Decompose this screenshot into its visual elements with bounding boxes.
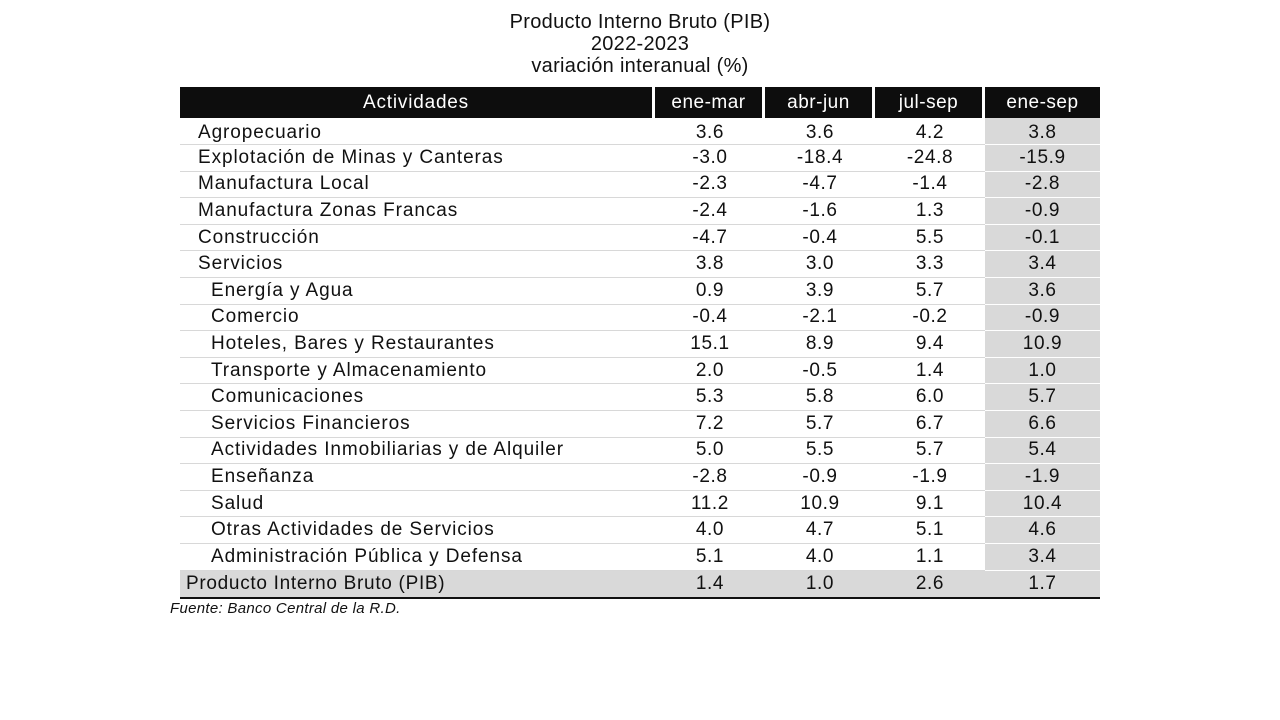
table-row-actividades-inmobiliarias-y-de-alquiler bbox=[180, 438, 1100, 465]
column-header-abr-jun: abr-jun bbox=[765, 87, 875, 118]
value-cell-jul-sep: 6.0 bbox=[875, 384, 985, 411]
value-cell-ene-sep: -0.9 bbox=[985, 198, 1100, 225]
value-cell-jul-sep: -1.4 bbox=[875, 172, 985, 199]
total-value-cell-jul-sep: 2.6 bbox=[875, 571, 985, 599]
value-cell-jul-sep: 1.1 bbox=[875, 544, 985, 571]
value-cell-ene-mar: 5.1 bbox=[655, 544, 765, 571]
value-cell-ene-mar: 5.3 bbox=[655, 384, 765, 411]
value-cell-ene-mar: 4.0 bbox=[655, 517, 765, 544]
value-cell-ene-sep: 3.8 bbox=[985, 118, 1100, 145]
value-cell-jul-sep: 9.4 bbox=[875, 331, 985, 358]
column-header-jul-sep: jul-sep bbox=[875, 87, 985, 118]
table-row-hoteles-bares-y-restaurantes bbox=[180, 331, 1100, 358]
table-row-ensenanza bbox=[180, 464, 1100, 491]
row-label: Manufactura Local bbox=[180, 172, 655, 199]
value-cell-abr-jun: -18.4 bbox=[765, 145, 875, 172]
value-cell-ene-mar: -2.8 bbox=[655, 464, 765, 491]
value-cell-ene-sep: 5.4 bbox=[985, 438, 1100, 465]
value-cell-abr-jun: 10.9 bbox=[765, 491, 875, 518]
table-row-servicios bbox=[180, 251, 1100, 278]
table-row-otras-actividades-de-servicios bbox=[180, 517, 1100, 544]
table-row-transporte-y-almacenamiento bbox=[180, 358, 1100, 385]
row-label: Servicios bbox=[180, 251, 655, 278]
value-cell-abr-jun: 3.6 bbox=[765, 118, 875, 145]
gdp-table bbox=[180, 87, 1100, 599]
value-cell-jul-sep: 5.1 bbox=[875, 517, 985, 544]
value-cell-jul-sep: 5.5 bbox=[875, 225, 985, 252]
value-cell-abr-jun: -0.5 bbox=[765, 358, 875, 385]
value-cell-ene-mar: -0.4 bbox=[655, 305, 765, 332]
row-label: Comercio bbox=[180, 305, 655, 332]
value-cell-abr-jun: 5.7 bbox=[765, 411, 875, 438]
table-row-servicios-financieros bbox=[180, 411, 1100, 438]
value-cell-abr-jun: 3.9 bbox=[765, 278, 875, 305]
value-cell-jul-sep: 1.3 bbox=[875, 198, 985, 225]
row-label: Otras Actividades de Servicios bbox=[180, 517, 655, 544]
value-cell-abr-jun: 5.5 bbox=[765, 438, 875, 465]
column-header-ene-mar: ene-mar bbox=[655, 87, 765, 118]
value-cell-ene-mar: 0.9 bbox=[655, 278, 765, 305]
row-label: Manufactura Zonas Francas bbox=[180, 198, 655, 225]
value-cell-ene-sep: 10.4 bbox=[985, 491, 1100, 518]
value-cell-abr-jun: -2.1 bbox=[765, 305, 875, 332]
row-label: Administración Pública y Defensa bbox=[180, 544, 655, 571]
value-cell-abr-jun: 4.7 bbox=[765, 517, 875, 544]
value-cell-jul-sep: 1.4 bbox=[875, 358, 985, 385]
row-label: Enseñanza bbox=[180, 464, 655, 491]
total-value-cell-abr-jun: 1.0 bbox=[765, 571, 875, 599]
value-cell-ene-sep: 3.4 bbox=[985, 251, 1100, 278]
row-label: Transporte y Almacenamiento bbox=[180, 358, 655, 385]
value-cell-ene-sep: 4.6 bbox=[985, 517, 1100, 544]
value-cell-ene-mar: -2.4 bbox=[655, 198, 765, 225]
chart-period: 2022-2023 bbox=[590, 33, 690, 55]
table-row-agropecuario bbox=[180, 118, 1100, 145]
value-cell-ene-sep: -1.9 bbox=[985, 464, 1100, 491]
value-cell-abr-jun: 3.0 bbox=[765, 251, 875, 278]
table-body bbox=[180, 118, 1100, 599]
value-cell-ene-sep: 3.4 bbox=[985, 544, 1100, 571]
value-cell-abr-jun: -4.7 bbox=[765, 172, 875, 199]
value-cell-ene-sep: 1.0 bbox=[985, 358, 1100, 385]
row-label: Construcción bbox=[180, 225, 655, 252]
value-cell-ene-sep: 3.6 bbox=[985, 278, 1100, 305]
table-row-administracion-publica-y-defensa bbox=[180, 544, 1100, 571]
value-cell-ene-mar: 3.8 bbox=[655, 251, 765, 278]
row-label: Hoteles, Bares y Restaurantes bbox=[180, 331, 655, 358]
value-cell-ene-mar: 7.2 bbox=[655, 411, 765, 438]
value-cell-jul-sep: 3.3 bbox=[875, 251, 985, 278]
value-cell-jul-sep: -1.9 bbox=[875, 464, 985, 491]
column-header-ene-sep: ene-sep bbox=[985, 87, 1100, 118]
value-cell-ene-sep: 10.9 bbox=[985, 331, 1100, 358]
value-cell-ene-mar: 2.0 bbox=[655, 358, 765, 385]
table-row-explotacion-de-minas-y-canteras bbox=[180, 145, 1100, 172]
value-cell-abr-jun: -1.6 bbox=[765, 198, 875, 225]
value-cell-jul-sep: 5.7 bbox=[875, 438, 985, 465]
value-cell-jul-sep: 6.7 bbox=[875, 411, 985, 438]
total-value-cell-ene-mar: 1.4 bbox=[655, 571, 765, 599]
total-row-label: Producto Interno Bruto (PIB) bbox=[180, 571, 655, 599]
table-header-row bbox=[180, 87, 1100, 118]
value-cell-ene-mar: -2.3 bbox=[655, 172, 765, 199]
table-row-manufactura-local bbox=[180, 172, 1100, 199]
value-cell-jul-sep: 9.1 bbox=[875, 491, 985, 518]
row-label: Actividades Inmobiliarias y de Alquiler bbox=[180, 438, 655, 465]
value-cell-abr-jun: -0.9 bbox=[765, 464, 875, 491]
row-label: Energía y Agua bbox=[180, 278, 655, 305]
column-header-actividades: Actividades bbox=[180, 87, 655, 118]
title-block bbox=[0, 9, 1280, 87]
table-row-total-pib bbox=[180, 571, 1100, 599]
value-cell-jul-sep: 5.7 bbox=[875, 278, 985, 305]
value-cell-abr-jun: 8.9 bbox=[765, 331, 875, 358]
value-cell-abr-jun: 4.0 bbox=[765, 544, 875, 571]
total-value-cell-ene-sep: 1.7 bbox=[985, 571, 1100, 599]
value-cell-ene-mar: -4.7 bbox=[655, 225, 765, 252]
chart-title: Producto Interno Bruto (PIB) bbox=[509, 11, 771, 33]
value-cell-abr-jun: -0.4 bbox=[765, 225, 875, 252]
gdp-table-container bbox=[180, 87, 1100, 599]
table-row-manufactura-zonas-francas bbox=[180, 198, 1100, 225]
value-cell-abr-jun: 5.8 bbox=[765, 384, 875, 411]
value-cell-ene-sep: -2.8 bbox=[985, 172, 1100, 199]
row-label: Explotación de Minas y Canteras bbox=[180, 145, 655, 172]
table-row-salud bbox=[180, 491, 1100, 518]
value-cell-ene-sep: -0.1 bbox=[985, 225, 1100, 252]
value-cell-ene-mar: 11.2 bbox=[655, 491, 765, 518]
source-note: Fuente: Banco Central de la R.D. bbox=[170, 600, 401, 617]
value-cell-ene-mar: 15.1 bbox=[655, 331, 765, 358]
row-label: Agropecuario bbox=[180, 118, 655, 145]
value-cell-jul-sep: -0.2 bbox=[875, 305, 985, 332]
value-cell-ene-sep: -0.9 bbox=[985, 305, 1100, 332]
value-cell-ene-sep: -15.9 bbox=[985, 145, 1100, 172]
row-label: Servicios Financieros bbox=[180, 411, 655, 438]
row-label: Comunicaciones bbox=[180, 384, 655, 411]
value-cell-ene-sep: 6.6 bbox=[985, 411, 1100, 438]
value-cell-jul-sep: 4.2 bbox=[875, 118, 985, 145]
chart-measure: variación interanual (%) bbox=[531, 55, 749, 77]
table-row-comunicaciones bbox=[180, 384, 1100, 411]
value-cell-jul-sep: -24.8 bbox=[875, 145, 985, 172]
table-row-construccion bbox=[180, 225, 1100, 252]
table-row-energia-y-agua bbox=[180, 278, 1100, 305]
table-row-comercio bbox=[180, 305, 1100, 332]
value-cell-ene-mar: 5.0 bbox=[655, 438, 765, 465]
value-cell-ene-sep: 5.7 bbox=[985, 384, 1100, 411]
value-cell-ene-mar: 3.6 bbox=[655, 118, 765, 145]
row-label: Salud bbox=[180, 491, 655, 518]
value-cell-ene-mar: -3.0 bbox=[655, 145, 765, 172]
